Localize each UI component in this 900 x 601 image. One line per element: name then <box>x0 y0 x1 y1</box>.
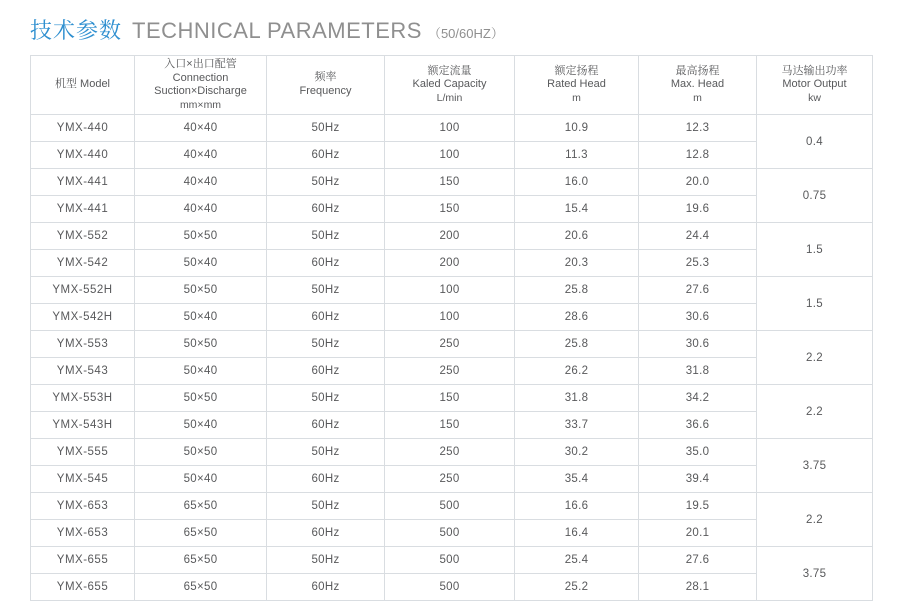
cell-frequency: 60Hz <box>267 412 385 439</box>
cell-model: YMX-555 <box>31 439 135 466</box>
cell-capacity: 200 <box>385 250 515 277</box>
column-header-connection-en: Connection <box>172 71 229 84</box>
cell-connection: 40×40 <box>135 169 267 196</box>
column-header-max-head <box>639 56 757 115</box>
cell-frequency: 60Hz <box>267 520 385 547</box>
table-row <box>31 304 873 331</box>
cell-rated-head: 25.2 <box>515 574 639 601</box>
cell-max-head: 30.6 <box>639 304 757 331</box>
column-header-connection-cn: 入口×出口配管 <box>164 57 237 70</box>
table-row <box>31 223 873 250</box>
cell-capacity: 150 <box>385 412 515 439</box>
table-row <box>31 547 873 574</box>
cell-rated-head: 11.3 <box>515 142 639 169</box>
cell-motor-output: 2.2 <box>757 493 873 547</box>
column-header-motor-output <box>757 56 873 115</box>
table-row <box>31 277 873 304</box>
cell-max-head: 39.4 <box>639 466 757 493</box>
column-header-connection <box>135 56 267 115</box>
cell-max-head: 27.6 <box>639 547 757 574</box>
cell-model: YMX-440 <box>31 115 135 142</box>
cell-motor-output: 3.75 <box>757 439 873 493</box>
cell-motor-output: 2.2 <box>757 331 873 385</box>
cell-rated-head: 25.8 <box>515 277 639 304</box>
cell-capacity: 500 <box>385 520 515 547</box>
cell-capacity: 150 <box>385 169 515 196</box>
table-row <box>31 439 873 466</box>
column-header-rated-head-unit: m <box>572 92 581 105</box>
cell-frequency: 60Hz <box>267 142 385 169</box>
cell-connection: 50×40 <box>135 412 267 439</box>
cell-rated-head: 16.6 <box>515 493 639 520</box>
cell-rated-head: 28.6 <box>515 304 639 331</box>
cell-connection: 40×40 <box>135 115 267 142</box>
cell-rated-head: 35.4 <box>515 466 639 493</box>
table-row <box>31 196 873 223</box>
cell-frequency: 50Hz <box>267 547 385 574</box>
cell-rated-head: 31.8 <box>515 385 639 412</box>
cell-motor-output: 0.75 <box>757 169 873 223</box>
cell-max-head: 20.0 <box>639 169 757 196</box>
cell-motor-output: 3.75 <box>757 547 873 601</box>
table-row <box>31 331 873 358</box>
column-header-capacity-cn: 额定流量 <box>427 64 472 77</box>
cell-frequency: 60Hz <box>267 250 385 277</box>
table-row <box>31 142 873 169</box>
cell-model: YMX-441 <box>31 169 135 196</box>
cell-model: YMX-655 <box>31 574 135 601</box>
column-header-frequency-en: Frequency <box>299 85 352 97</box>
page-title-frequency-note: （50/60HZ） <box>427 26 504 41</box>
cell-rated-head: 10.9 <box>515 115 639 142</box>
cell-model: YMX-441 <box>31 196 135 223</box>
table-body <box>31 115 873 601</box>
cell-frequency: 50Hz <box>267 331 385 358</box>
column-header-capacity <box>385 56 515 115</box>
cell-connection: 40×40 <box>135 142 267 169</box>
cell-connection: 65×50 <box>135 520 267 547</box>
cell-capacity: 100 <box>385 115 515 142</box>
cell-model: YMX-545 <box>31 466 135 493</box>
column-header-rated-head <box>515 56 639 115</box>
cell-model: YMX-653 <box>31 493 135 520</box>
cell-connection: 65×50 <box>135 493 267 520</box>
cell-frequency: 50Hz <box>267 277 385 304</box>
table-row <box>31 385 873 412</box>
cell-rated-head: 20.3 <box>515 250 639 277</box>
cell-rated-head: 33.7 <box>515 412 639 439</box>
column-header-rated-head-en: Rated Head <box>547 78 606 91</box>
column-header-max-head-unit: m <box>693 92 702 105</box>
cell-max-head: 12.3 <box>639 115 757 142</box>
column-header-motor-output-unit: kw <box>808 92 821 105</box>
cell-connection: 50×50 <box>135 223 267 250</box>
cell-capacity: 100 <box>385 277 515 304</box>
cell-model: YMX-553 <box>31 331 135 358</box>
cell-model: YMX-543 <box>31 358 135 385</box>
cell-model: YMX-552H <box>31 277 135 304</box>
cell-frequency: 50Hz <box>267 169 385 196</box>
cell-motor-output: 1.5 <box>757 223 873 277</box>
column-header-model <box>31 56 135 115</box>
cell-model: YMX-542H <box>31 304 135 331</box>
cell-connection: 40×40 <box>135 196 267 223</box>
cell-capacity: 500 <box>385 574 515 601</box>
column-header-capacity-en: Kaled Capacity <box>412 78 487 91</box>
cell-capacity: 250 <box>385 466 515 493</box>
cell-rated-head: 16.0 <box>515 169 639 196</box>
cell-max-head: 34.2 <box>639 385 757 412</box>
table-row <box>31 466 873 493</box>
cell-max-head: 25.3 <box>639 250 757 277</box>
cell-motor-output: 0.4 <box>757 115 873 169</box>
cell-connection: 50×40 <box>135 250 267 277</box>
cell-max-head: 30.6 <box>639 331 757 358</box>
page-title <box>0 0 900 45</box>
page-title-cn: 技术参数 <box>30 18 123 43</box>
table-row <box>31 169 873 196</box>
cell-frequency: 60Hz <box>267 358 385 385</box>
cell-rated-head: 25.4 <box>515 547 639 574</box>
cell-frequency: 60Hz <box>267 196 385 223</box>
cell-connection: 50×50 <box>135 277 267 304</box>
cell-rated-head: 26.2 <box>515 358 639 385</box>
cell-capacity: 150 <box>385 196 515 223</box>
table-row <box>31 493 873 520</box>
column-header-connection-unit: mm×mm <box>179 99 222 112</box>
cell-connection: 50×50 <box>135 439 267 466</box>
cell-model: YMX-553H <box>31 385 135 412</box>
cell-connection: 50×40 <box>135 358 267 385</box>
cell-rated-head: 16.4 <box>515 520 639 547</box>
cell-max-head: 24.4 <box>639 223 757 250</box>
cell-connection: 50×40 <box>135 466 267 493</box>
cell-max-head: 36.6 <box>639 412 757 439</box>
cell-frequency: 50Hz <box>267 115 385 142</box>
cell-max-head: 31.8 <box>639 358 757 385</box>
table-row <box>31 412 873 439</box>
page-title-en: TECHNICAL PARAMETERS <box>132 18 422 43</box>
table-row <box>31 115 873 142</box>
column-header-model-label: 机型 Model <box>54 78 111 91</box>
cell-connection: 50×40 <box>135 304 267 331</box>
spec-table-container <box>0 45 900 601</box>
cell-capacity: 250 <box>385 331 515 358</box>
table-row <box>31 250 873 277</box>
cell-capacity: 250 <box>385 439 515 466</box>
table-row <box>31 520 873 547</box>
cell-model: YMX-543H <box>31 412 135 439</box>
cell-capacity: 100 <box>385 142 515 169</box>
table-header <box>31 56 873 115</box>
cell-motor-output: 2.2 <box>757 385 873 439</box>
table-header-row <box>31 56 873 115</box>
cell-max-head: 28.1 <box>639 574 757 601</box>
cell-rated-head: 25.8 <box>515 331 639 358</box>
cell-rated-head: 30.2 <box>515 439 639 466</box>
cell-capacity: 500 <box>385 493 515 520</box>
column-header-capacity-unit: L/min <box>436 92 463 105</box>
cell-connection: 65×50 <box>135 547 267 574</box>
cell-max-head: 35.0 <box>639 439 757 466</box>
cell-rated-head: 20.6 <box>515 223 639 250</box>
cell-model: YMX-653 <box>31 520 135 547</box>
column-header-motor-output-en: Motor Output <box>782 78 847 91</box>
cell-frequency: 60Hz <box>267 304 385 331</box>
cell-frequency: 50Hz <box>267 493 385 520</box>
cell-capacity: 500 <box>385 547 515 574</box>
column-header-max-head-en: Max. Head <box>670 78 725 91</box>
cell-connection: 50×50 <box>135 385 267 412</box>
column-header-frequency-cn: 频率 <box>314 71 337 84</box>
cell-rated-head: 15.4 <box>515 196 639 223</box>
cell-max-head: 19.6 <box>639 196 757 223</box>
technical-parameters-table <box>30 55 873 601</box>
cell-model: YMX-552 <box>31 223 135 250</box>
cell-model: YMX-440 <box>31 142 135 169</box>
cell-frequency: 50Hz <box>267 223 385 250</box>
cell-connection: 50×50 <box>135 331 267 358</box>
cell-max-head: 12.8 <box>639 142 757 169</box>
column-header-connection-en2: Suction×Discharge <box>154 85 247 98</box>
cell-capacity: 150 <box>385 385 515 412</box>
cell-frequency: 60Hz <box>267 574 385 601</box>
column-header-rated-head-cn: 额定扬程 <box>554 64 599 77</box>
cell-frequency: 50Hz <box>267 439 385 466</box>
cell-max-head: 27.6 <box>639 277 757 304</box>
table-row <box>31 574 873 601</box>
table-row <box>31 358 873 385</box>
cell-frequency: 60Hz <box>267 466 385 493</box>
cell-capacity: 250 <box>385 358 515 385</box>
cell-capacity: 200 <box>385 223 515 250</box>
cell-max-head: 19.5 <box>639 493 757 520</box>
cell-max-head: 20.1 <box>639 520 757 547</box>
cell-model: YMX-655 <box>31 547 135 574</box>
cell-frequency: 50Hz <box>267 385 385 412</box>
cell-motor-output: 1.5 <box>757 277 873 331</box>
column-header-frequency <box>267 56 385 115</box>
cell-connection: 65×50 <box>135 574 267 601</box>
cell-capacity: 100 <box>385 304 515 331</box>
cell-model: YMX-542 <box>31 250 135 277</box>
column-header-motor-output-cn: 马达输出功率 <box>781 64 848 77</box>
column-header-max-head-cn: 最高扬程 <box>675 64 720 77</box>
